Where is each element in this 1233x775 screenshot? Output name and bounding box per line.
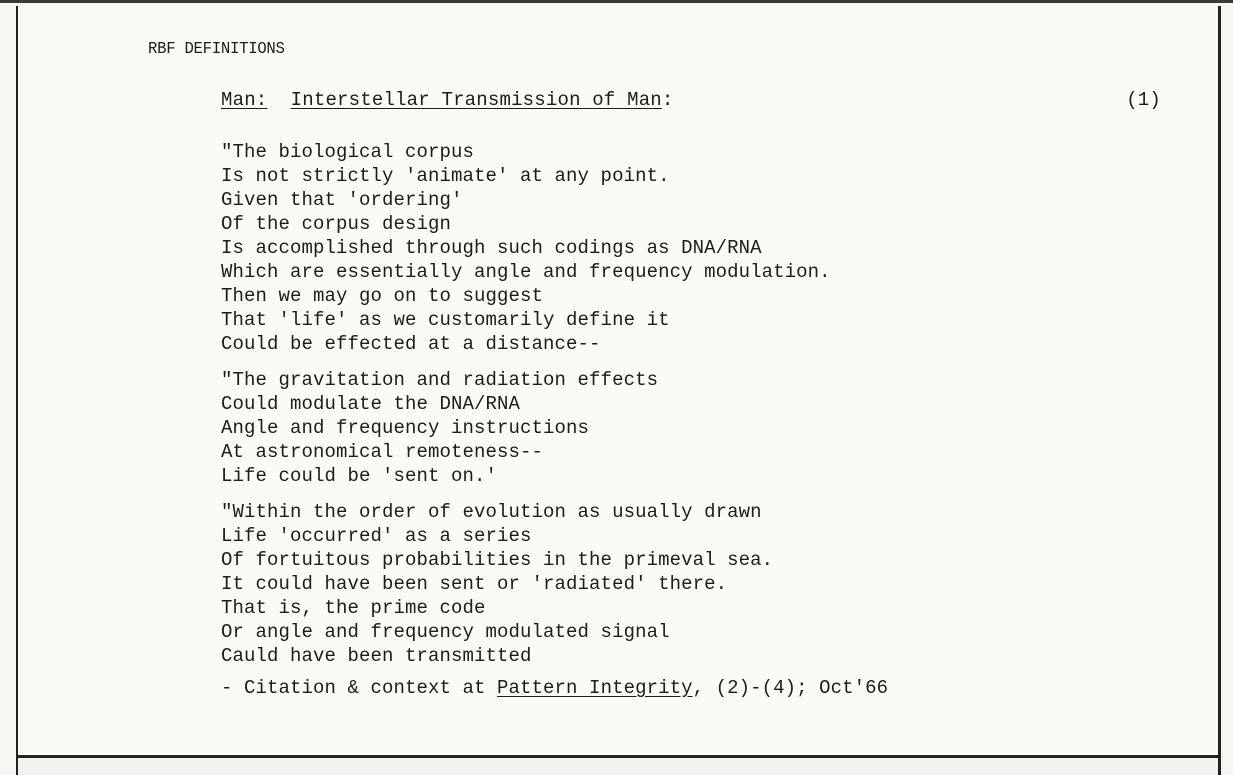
entry-subterm: Interstellar Transmission of Man (290, 89, 662, 111)
top-rule (0, 0, 1233, 3)
entry-number: (1) (1126, 89, 1161, 111)
stanza-line: Then we may go on to suggest (221, 285, 544, 307)
stanza-3 (221, 500, 1181, 668)
quotation-body (221, 140, 1181, 700)
stanza-line: Or angle and frequency modulated signal (221, 621, 670, 643)
next-card-edge (16, 758, 1221, 775)
stanza-line: Of fortuitous probabilities in the primeval sea. (221, 549, 774, 571)
entry-title (221, 89, 1161, 111)
citation-suffix: , (2)-(4); Oct'66 (692, 677, 889, 699)
stanza-line: At astronomical remoteness-- (221, 441, 544, 463)
stanza-line: Cauld have been transmitted (221, 645, 532, 667)
entry-subterm-suffix: : (661, 89, 674, 111)
stanza-line: Life 'occurred' as a series (221, 525, 532, 547)
stanza-line: Of the corpus design (221, 213, 452, 235)
stanza-line: Is not strictly 'animate' at any point. (221, 165, 670, 187)
page-heading: RBF DEFINITIONS (148, 40, 285, 59)
entry-term: Man: (221, 89, 268, 111)
citation-prefix: - Citation & context at (221, 677, 498, 699)
definition-card (16, 6, 1221, 758)
stanza-line: Life could be 'sent on.' (221, 465, 498, 487)
stanza-line: Angle and frequency instructions (221, 417, 590, 439)
stanza-line: It could have been sent or 'radiated' there. (221, 573, 728, 595)
stanza-line: Is accomplished through such codings as DNA/RNA (221, 237, 762, 259)
stanza-line: Given that 'ordering' (221, 189, 463, 211)
stanza-1 (221, 140, 1181, 356)
stanza-line: "The gravitation and radiation effects (221, 369, 659, 391)
stanza-line: That is, the prime code (221, 597, 486, 619)
citation (221, 676, 1181, 700)
stanza-line: That 'life' as we customarily define it (221, 309, 670, 331)
stanza-line: Could modulate the DNA/RNA (221, 393, 521, 415)
stanza-line: Could be effected at a distance-- (221, 333, 601, 355)
citation-source: Pattern Integrity (497, 677, 693, 699)
stanza-2 (221, 368, 1181, 488)
stanza-line: "Within the order of evolution as usually drawn (221, 501, 762, 523)
stanza-line: Which are essentially angle and frequency modulation. (221, 261, 831, 283)
stanza-line: "The biological corpus (221, 141, 475, 163)
